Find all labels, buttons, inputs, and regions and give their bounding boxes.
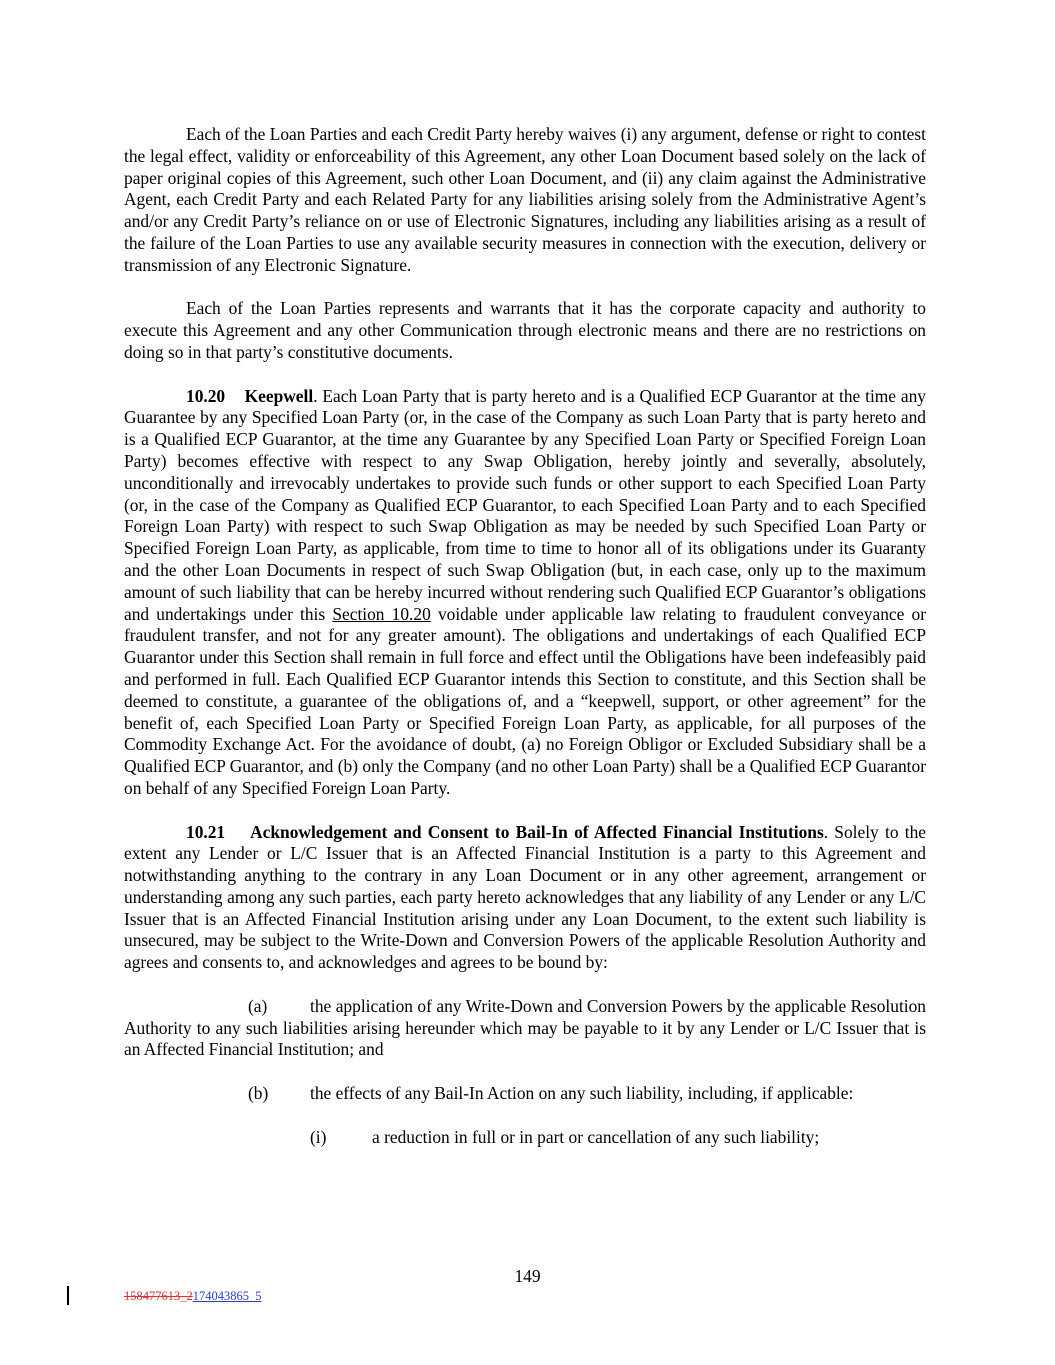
page-number: 149	[514, 1266, 541, 1286]
deleted-document-id: 158477613_2	[124, 1289, 193, 1303]
section-10-20-keepwell	[124, 386, 926, 800]
item-label: (b)	[248, 1083, 269, 1104]
list-item-i	[124, 1127, 926, 1149]
section-number: 10.21	[186, 821, 226, 842]
section-body-continued: voidable under applicable law relating to fraudulent conveyance or fraudulent transfer, and not for any greater amount). The obligations and undertakings of each Qualified ECP Guarantor under this Section shall remain in full force and effect until the Obligations have been indefeasibly paid and performed in full. Each Qualified ECP Guarantor intends this Section to constitute, and this Section shall be deemed to constitute, a guarantee of the obligations of, and a “keepwell, support, or other agreement” for the benefit of, each Specified Loan Party or Specified Foreign Loan Party, as applicable, for all purposes of the Commodity Exchange Act. For the avoidance of doubt, (a) no Foreign Obligor or Excluded Subsidiary shall be a Qualified ECP Guarantor, and (b) only the Company (and no other Loan Party) shall be a Qualified ECP Guarantor on behalf of any Specified Foreign Loan Party.	[124, 603, 926, 798]
section-title: Keepwell	[244, 385, 314, 406]
item-text: the application of any Write-Down and Conversion Powers by the applicable Resolution Authority to any such liabilities arising hereunder which may be payable to it by any Lender or L/C Issuer that is an Affected Financial Institution; and	[124, 995, 926, 1060]
paragraph-corporate-capacity: Each of the Loan Parties represents and warrants that it has the corporate capacity and authority to execute this Agreement and any other Communication through electronic means and there are no restrictions on doing so in that party’s constitutive documents.	[124, 298, 926, 362]
list-item-a	[124, 996, 926, 1061]
inserted-document-id: 174043865_5	[192, 1289, 262, 1303]
section-body: . Each Loan Party that is party hereto and is a Qualified ECP Guarantor at the time any Guarantee by any Specified Loan Party (or, in the case of the Company as such Loan Party that is party hereto and is a Qualified ECP Guarantor, at the time any Guarantee by any Specified Loan Party or Specified Foreign Loan Party) becomes effective with respect to any Swap Obligation, hereby jointly and severally, absolutely, unconditionally and irrevocably undertakes to provide such funds or other support to each Specified Loan Party (or, in the case of the Company as Qualified ECP Guarantor, to each Specified Loan Party and to each Specified Foreign Loan Party) with respect to such Swap Obligation as may be needed by such Specified Loan Party or Specified Foreign Loan Party, as applicable, from time to time to honor all of its obligations under its Guaranty and the other Loan Documents in respect of such Swap Obligation (but, in each case, only up to the maximum amount of such liability that can be hereby incurred without rendering such Qualified ECP Guarantor’s obligations and undertakings under this	[124, 385, 926, 624]
document-page	[124, 124, 926, 1170]
item-label: (a)	[248, 995, 268, 1016]
document-id-footer	[124, 1289, 262, 1303]
item-text: a reduction in full or in part or cancellation of any such liability;	[372, 1126, 820, 1147]
section-cross-reference: Section 10.20	[332, 603, 431, 624]
list-item-b	[124, 1083, 926, 1105]
paragraph-electronic-signatures-waiver: Each of the Loan Parties and each Credit Party hereby waives (i) any argument, defense or right to contest the legal effect, validity or enforceability of this Agreement, any other Loan Document based solely on the lack of paper original copies of this Agreement, such other Loan Document, and (ii) any claim against the Administrative Agent, each Credit Party and each Related Party for any liabilities arising solely from the Administrative Agent’s and/or any Credit Party’s reliance on or use of Electronic Signatures, including any liabilities arising as a result of the failure of the Loan Parties to use any available security measures in connection with the execution, delivery or transmission of any Electronic Signature.	[124, 124, 926, 275]
section-number: 10.20	[186, 385, 226, 406]
section-title: Acknowledgement and Consent to Bail-In of Affected Financial Institutions	[250, 821, 824, 842]
item-label: (i)	[310, 1126, 327, 1147]
section-10-21-bail-in	[124, 822, 926, 975]
item-text: the effects of any Bail-In Action on any such liability, including, if applicable:	[310, 1083, 854, 1104]
section-body: . Solely to the extent any Lender or L/C Issuer that is an Affected Financial Institution is a party to this Agreement and notwithstanding anything to the contrary in any Loan Document or in any other agreement, arrangement or understanding among any such parties, each party hereto acknowledges that any liability of any Lender or any L/C Issuer that is an Affected Financial Institution arising under any Loan Document, to the extent such liability is unsecured, may be subject to the Write-Down and Conversion Powers of the applicable Resolution Authority and agrees and consents to, and acknowledges and agrees to be bound by:	[124, 821, 927, 973]
change-bar	[67, 1286, 69, 1305]
